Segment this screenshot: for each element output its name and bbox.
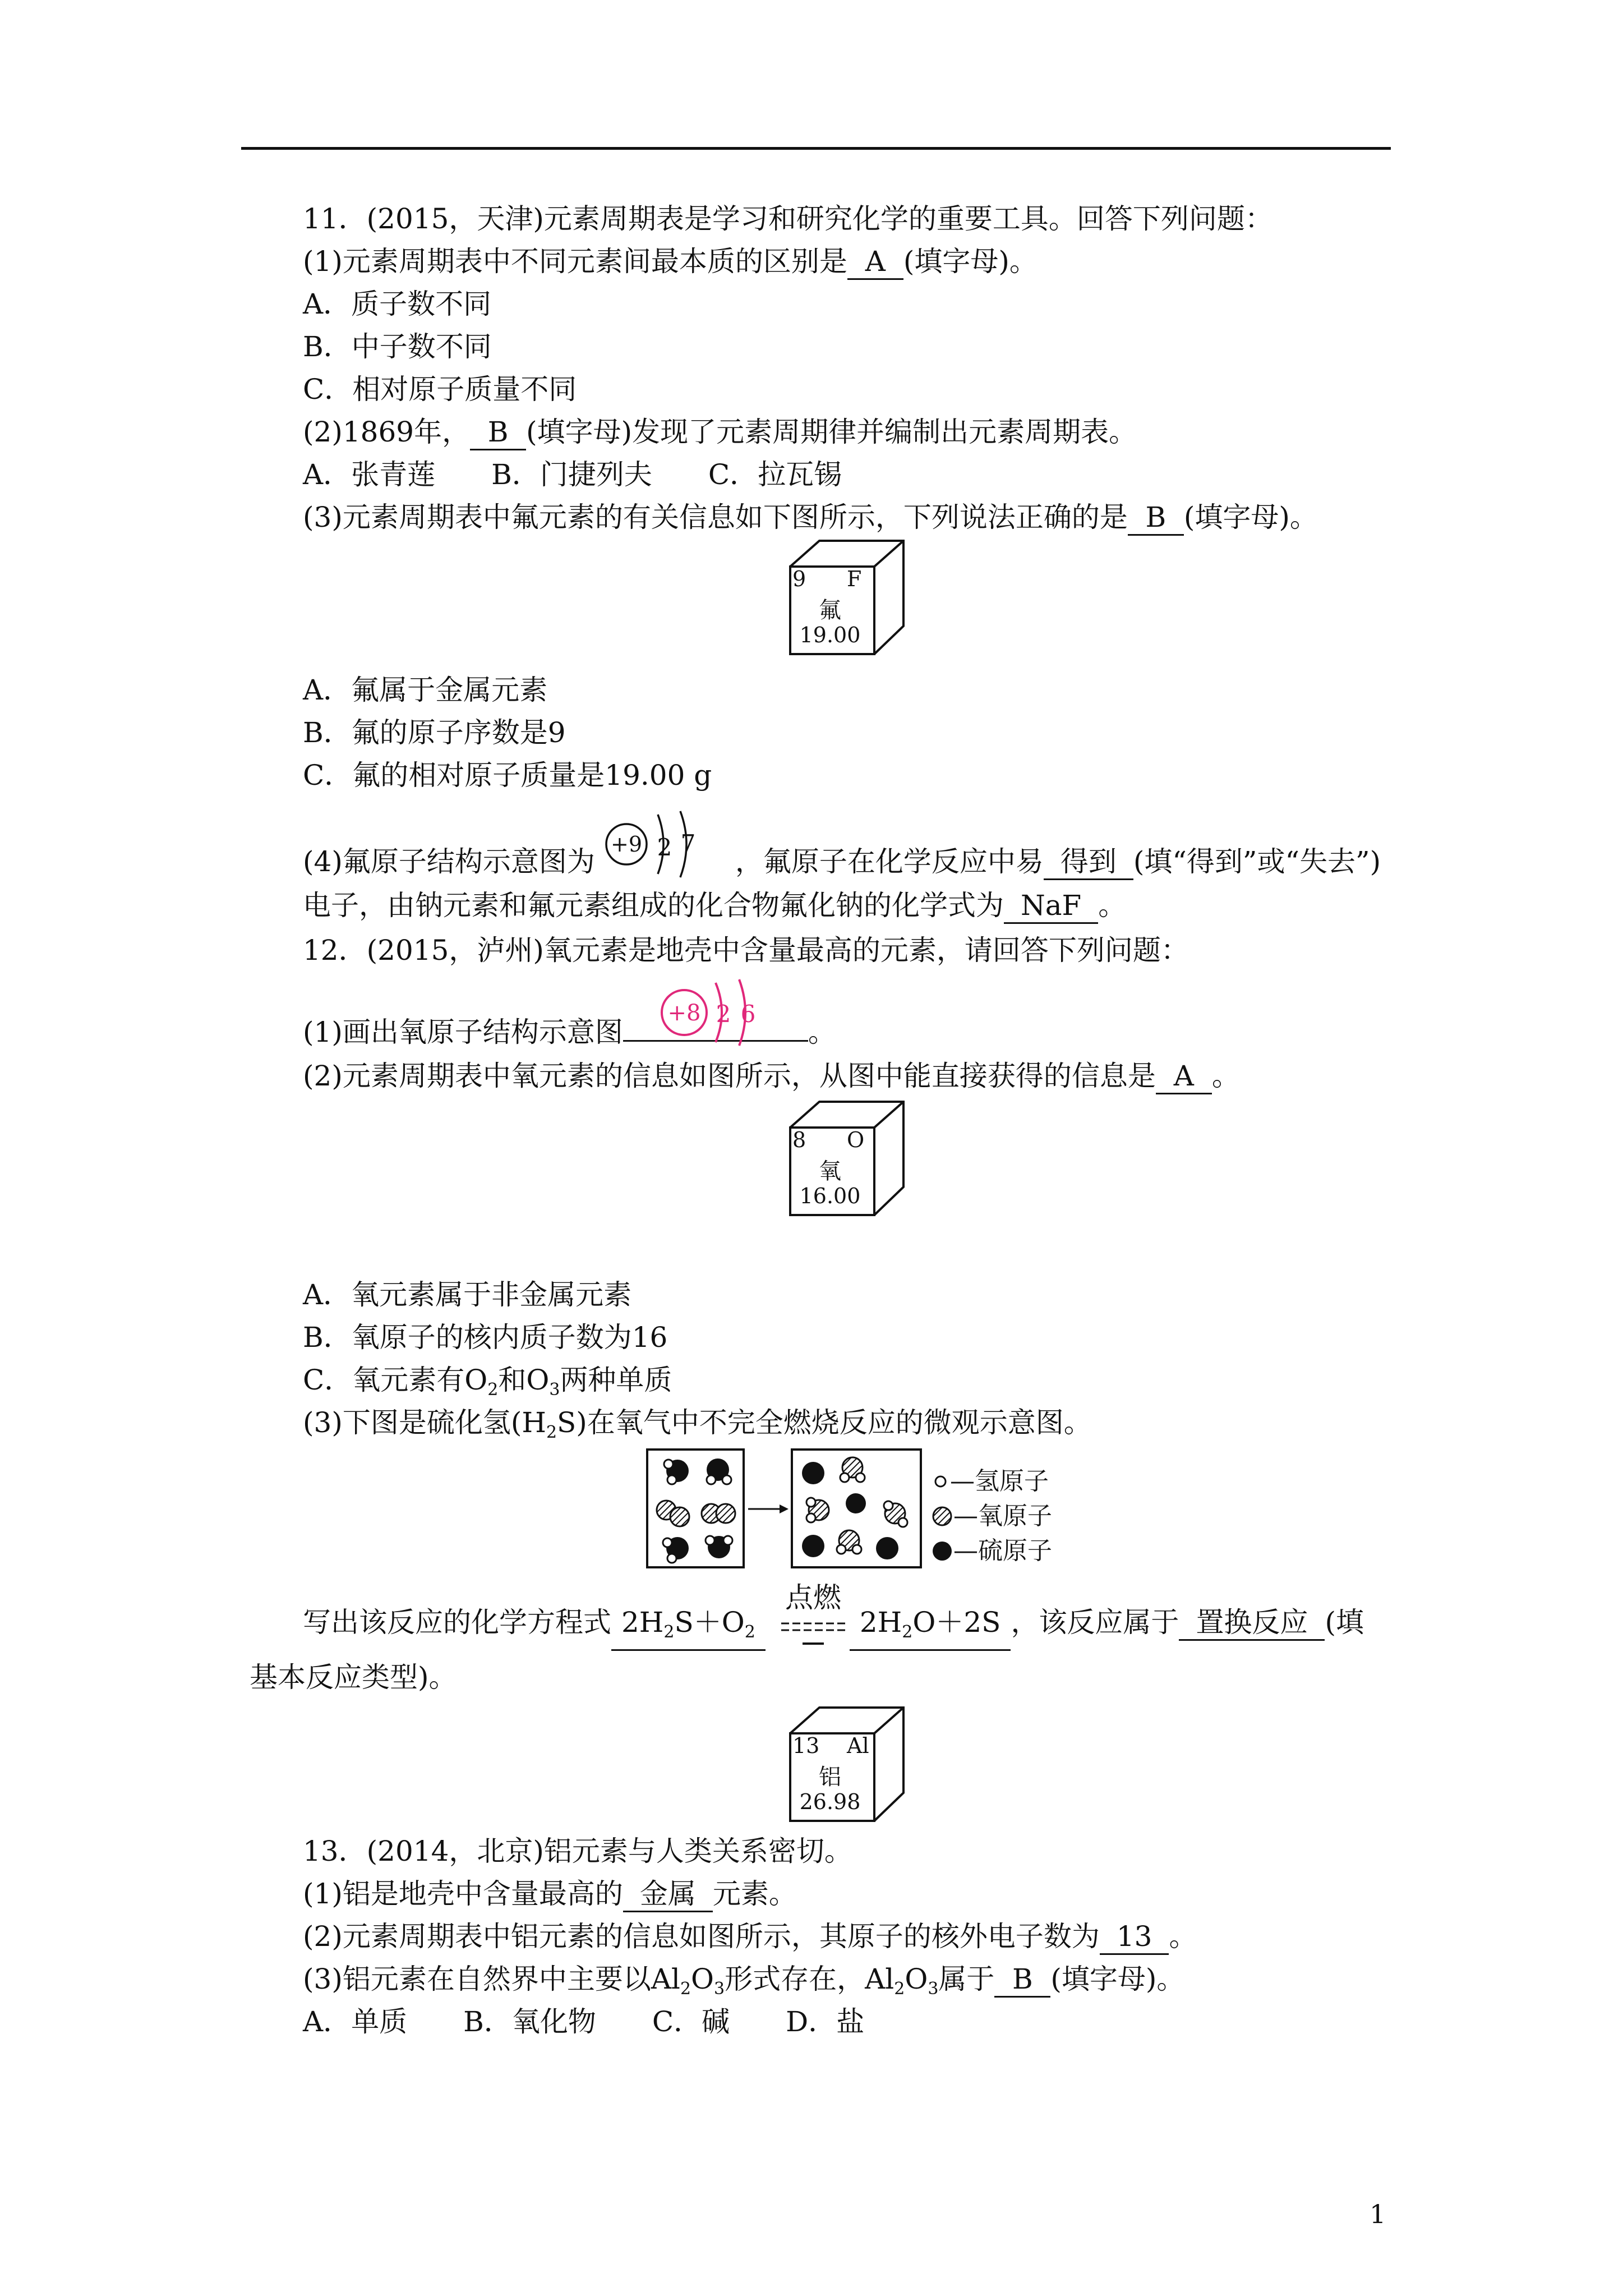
legend-item: —氢原子 [931,1464,1052,1499]
atomic-mass: 19.00 [799,623,861,647]
nucleus-charge: +9 [610,832,643,857]
q11-part2: (2)1869年， B (填字母)发现了元素周期律并编制出元素周期表。 [303,415,1137,450]
equation-left: $2H_2S+O_2$ [611,1605,766,1651]
atomic-number: 8 [792,1128,806,1152]
shell-electrons: 7 [680,830,696,857]
q11-stem: 11．(2015，天津)元素周期表是学习和研究化学的重要工具。回答下列问题： [303,203,1273,235]
atomic-mass: 26.98 [799,1789,861,1814]
element-name: 氧 [819,1158,841,1184]
q12-equation-line: 写出该反应的化学方程式 $2H_2S+O_2$ $2H_2O+2S$ ，该反应属于 置换反应 (填 [303,1605,1364,1651]
oxygen-atom-diagram [656,970,791,1055]
equals-sign-icon [777,1616,850,1649]
oxygen-element-cell [788,1099,906,1217]
q12-option: B．氧原子的核内质子数为16 [303,1321,668,1354]
reaction-legend [931,1464,1052,1568]
answer-blank: 置换反应 [1179,1605,1325,1641]
q12-equation-line2: 基本反应类型)。 [250,1661,457,1694]
oxygen-atom-icon [931,1505,953,1527]
q12-option: C．氧元素有$O_2$和$O_3$两种单质 [303,1364,672,1400]
answer-blank: B [1128,500,1184,536]
reaction-condition: 点燃 [777,1575,850,1656]
answer-blank: 金属 [623,1877,713,1912]
q13-part2: (2)元素周期表中铝元素的信息如图所示，其原子的核外电子数为 13 。 [303,1920,1197,1955]
answer-blank: A [847,245,903,280]
reaction-micro-diagram [645,1447,925,1571]
q13-stem: 13．(2014，北京)铝元素与人类关系密切。 [303,1835,852,1867]
fluorine-atom-diagram [603,802,737,886]
element-name: 氟 [819,597,841,623]
legend-item: —氧原子 [931,1499,1052,1534]
atomic-mass: 16.00 [799,1184,861,1208]
answer-blank: 得到 [1044,845,1133,880]
q11-part3: (3)元素周期表中氟元素的有关信息如下图所示，下列说法正确的是 B (填字母)。 [303,500,1318,536]
q11-option: A．氟属于金属元素 [303,674,548,706]
legend-item: —硫原子 [931,1534,1052,1568]
element-symbol: O [847,1128,865,1152]
q12-part1: (1)画出氧原子结构示意图 。 [303,1016,836,1048]
aluminum-element-cell [788,1705,906,1823]
shell-electrons: 6 [740,1000,756,1028]
q12-option: A．氧元素属于非金属元素 [303,1278,632,1311]
atomic-number: 13 [792,1733,820,1758]
q13-part1: (1)铝是地壳中含量最高的 金属 元素。 [303,1877,797,1912]
shell-electrons: 2 [716,1000,731,1028]
q12-stem: 12．(2015，泸州)氧元素是地壳中含量最高的元素，请回答下列问题： [303,934,1189,967]
answer-blank: B [994,1962,1050,1998]
element-symbol: F [847,567,862,591]
q11-option: B．中子数不同 [303,330,492,363]
q13-options: A．单质 B．氧化物 C．碱 D．盐 [303,2005,865,2038]
nucleus-charge: +8 [667,1000,701,1026]
q11-option: A．质子数不同 [303,288,492,320]
shell-electrons: 2 [657,834,672,861]
equation-right: $2H_2O+2S$ [850,1605,1011,1651]
header-rule [241,147,1391,150]
element-name: 铝 [819,1764,841,1790]
q11-part4-line2: 电子，由钠元素和氟元素组成的化合物氟化钠的化学式为 NaF 。 [303,889,1126,924]
answer-blank: B [470,415,526,450]
answer-blank: NaF [1004,889,1098,924]
q11-option: B．氟的原子序数是9 [303,716,566,749]
q11-option: C．相对原子质量不同 [303,373,577,406]
fluorine-element-cell [788,539,906,656]
q13-part3: (3)铝元素在自然界中主要以$Al_2O_3$形式存在，$Al_2O_3$属于 B (填字母)。 [303,1963,1185,1999]
q12-part2: (2)元素周期表中氧元素的信息如图所示，从图中能直接获得的信息是 A 。 [303,1059,1240,1094]
sulfur-atom-icon [931,1540,953,1562]
q11-option: C．氟的相对原子质量是19.00 g [303,759,712,792]
answer-blank: A [1156,1059,1212,1094]
page-number: 1 [1370,2199,1386,2229]
atomic-number: 9 [792,567,806,591]
q11-part4: (4)氟原子结构示意图为 ，氟原子在化学反应中易 得到 (填“得到”或“失去”) [303,845,1381,880]
answer-blank: 13 [1100,1920,1169,1955]
element-symbol: Al [847,1733,869,1758]
hydrogen-atom-icon [931,1472,950,1491]
q12-part3: (3)下图是硫化氢$(H_2S)$在氧气中不完全燃烧反应的微观示意图。 [303,1406,1092,1442]
q11-part1: (1)元素周期表中不同元素间最本质的区别是 A (填字母)。 [303,245,1038,280]
q11-options: A．张青莲 B．门捷列夫 C．拉瓦锡 [303,458,842,491]
